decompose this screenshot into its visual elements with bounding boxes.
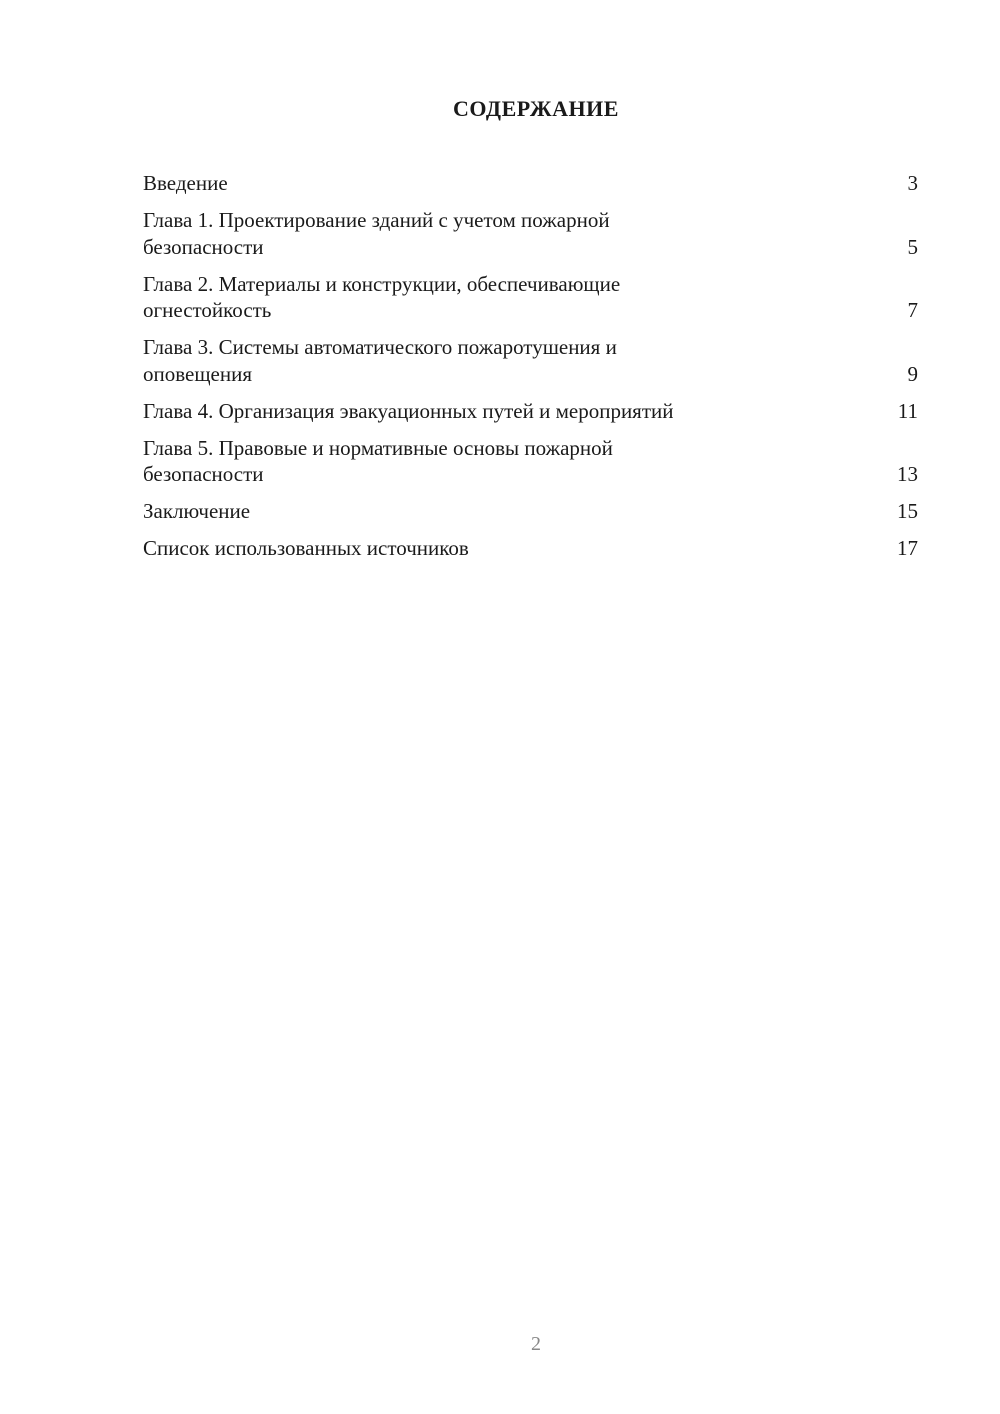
toc-entry-title (143, 498, 793, 525)
page-title: СОДЕРЖАНИЕ (453, 96, 619, 121)
toc-entry-title (143, 207, 793, 260)
toc-entry-title (143, 435, 793, 488)
toc-entry-page: 9 (907, 361, 918, 386)
toc-entry-page: 7 (907, 298, 918, 322)
toc-entry-title (143, 271, 793, 324)
toc-entry-title (143, 398, 843, 425)
toc-entry-page: 11 (897, 398, 918, 423)
toc-entry-page: 13 (897, 462, 918, 486)
toc-entry-conclusion (143, 498, 918, 525)
toc-entry-title-line: Глава 2. Материалы и конструкции, обеспечивающие (143, 271, 621, 296)
toc-entry-references (143, 535, 918, 562)
toc-entry-title-line: Глава 3. Системы автоматического пожаротушения и (143, 335, 617, 359)
toc-entry-page: 15 (897, 499, 918, 523)
toc-entry-title-line: безопасности (143, 234, 264, 259)
toc-entry-page: 5 (907, 234, 918, 259)
toc-entry-title (143, 535, 793, 562)
toc-entry-chapter-3 (143, 334, 918, 387)
toc-entry-page: 17 (897, 536, 918, 560)
toc-entry-title-line: Список использованных источников (143, 536, 469, 560)
toc-entry-title (143, 334, 793, 387)
toc-entry-chapter-5 (143, 435, 918, 488)
toc-entry-introduction (143, 170, 918, 197)
toc-entry-title-line: оповещения (143, 361, 252, 386)
toc-entry-title-line: Глава 5. Правовые и нормативные основы пожарной (143, 435, 613, 460)
toc-entry-title (143, 170, 793, 197)
page-number: 2 (531, 1333, 541, 1355)
toc-entry-title-line: Глава 1. Проектирование зданий с учетом пожарной (143, 208, 610, 232)
toc-entry-title-line: огнестойкость (143, 298, 272, 322)
toc-entry-title-line: Глава 4. Организация эвакуационных путей и мероприятий (143, 398, 674, 423)
toc-entry-chapter-4 (143, 398, 918, 425)
toc-entry-chapter-1 (143, 207, 918, 260)
toc-entry-title-line: Введение (143, 171, 228, 195)
toc-entry-page: 3 (907, 171, 918, 195)
toc-entry-title-line: безопасности (143, 462, 264, 486)
toc-entry-chapter-2 (143, 271, 918, 324)
toc-entry-title-line: Заключение (143, 499, 251, 523)
table-of-contents (143, 170, 918, 572)
